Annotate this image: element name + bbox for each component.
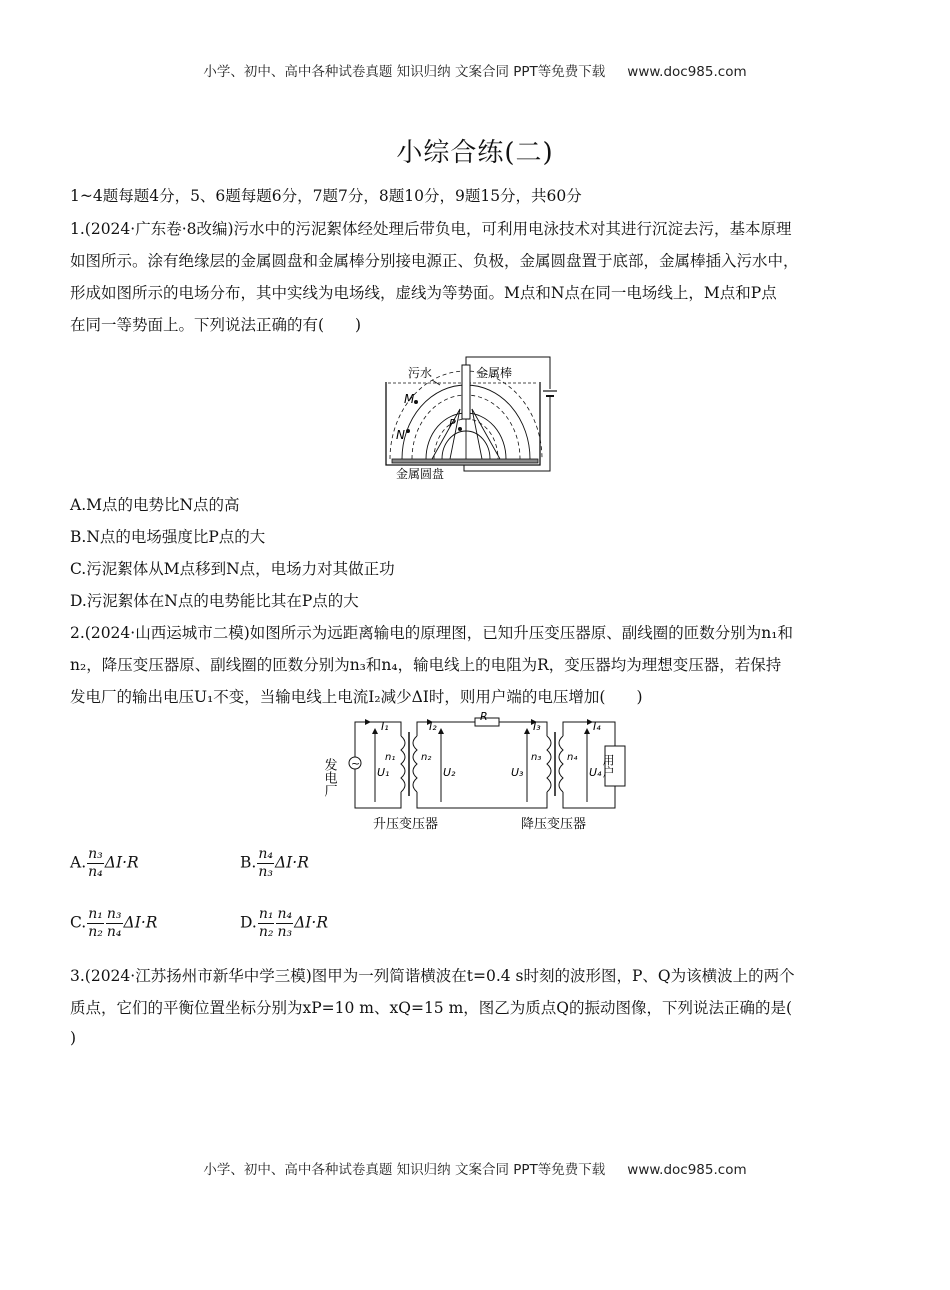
q1-option-b[interactable]: B.N点的电场强度比P点的大 (70, 528, 266, 546)
svg-text:n₃: n₃ (531, 752, 542, 763)
header-url[interactable]: www.doc985.com (627, 64, 747, 80)
q1-line-1: 1.(2024·广东卷·8改编)污水中的污泥絮体经处理后带负电，可利用电泳技术对其进行沉淀去污，基本原理 (70, 220, 792, 238)
q1-option-c[interactable]: C.污泥絮体从M点移到N点，电场力对其做正功 (70, 560, 395, 578)
q2-line-2: n₂，降压变压器原、副线圈的匝数分别为n₃和n₄，输电线上的电阻为R，变压器均为理想变压器，若保持 (70, 656, 782, 674)
user-label: 用户 (601, 754, 615, 778)
point-P (458, 427, 462, 431)
q3-line-2: 质点，它们的平衡位置坐标分别为xP=10 m、xQ=15 m，图乙为质点Q的振动图像，下列说法正确的是( (70, 999, 793, 1017)
step-down-label: 降压变压器 (521, 817, 587, 832)
generator-label: 发电厂 (321, 758, 337, 797)
label-R: R (480, 710, 488, 723)
svg-text:I₂: I₂ (429, 720, 437, 733)
label-disk: 金属圆盘 (396, 467, 445, 481)
svg-text:U₄: U₄ (589, 766, 602, 779)
metal-disk (392, 459, 538, 463)
q2-option-b[interactable]: B. $\frac{\text{n₄}}{\text{n₃}}$ ΔI·R (240, 846, 309, 880)
score-line: 1~4题每题4分，5、6题每题6分，7题7分，8题10分，9题15分，共60分 (70, 187, 582, 205)
q1-option-a[interactable]: A.M点的电势比N点的高 (70, 496, 240, 514)
page-footer (0, 1158, 950, 1178)
point-M (414, 400, 418, 404)
q2-option-d[interactable]: D. $\frac{\text{n₁}}{\text{n₂}}$ $\frac{\text{n₄}}{\text{n₃}}$ ΔI·R (240, 906, 329, 940)
q1-line-4: 在同一等势面上。下列说法正确的有( ) (70, 316, 362, 334)
q2-option-a[interactable]: A. $\frac{\text{n₃}}{\text{n₄}}$ ΔI·R (70, 846, 139, 880)
label-water: 污水 (408, 366, 433, 380)
point-N (406, 429, 410, 433)
page-title: 小综合练(二) (396, 138, 554, 168)
q3-line-1: 3.(2024·江苏扬州市新华中学三模)图甲为一列简谐横波在t=0.4 s时刻的波形图，P、Q为该横波上的两个 (70, 967, 795, 985)
q1-option-d[interactable]: D.污泥絮体在N点的电势能比其在P点的大 (70, 592, 359, 610)
svg-text:n₁: n₁ (385, 752, 396, 763)
label-rod: 金属棒 (476, 366, 513, 380)
svg-text:n₂: n₂ (421, 752, 432, 763)
svg-text:I₁: I₁ (381, 720, 389, 733)
svg-text:I₃: I₃ (533, 720, 541, 733)
step-up-label: 升压变压器 (373, 817, 439, 832)
svg-text:n₄: n₄ (567, 752, 578, 763)
header-text: 小学、初中、高中各种试卷真题 知识归纳 文案合同 PPT等免费下载 (203, 64, 606, 80)
svg-text:U₁: U₁ (377, 766, 390, 779)
label-N: N (396, 428, 405, 442)
circuit-wires (349, 718, 625, 808)
page-header (0, 60, 950, 80)
transmission-figure (321, 710, 630, 834)
svg-text:I₄: I₄ (593, 720, 601, 733)
q2-line-3: 发电厂的输出电压U₁不变，当输电线上电流I₂减少ΔI时，则用户端的电压增加( ) (70, 688, 643, 706)
q1-line-2: 如图所示。涂有绝缘层的金属圆盘和金属棒分别接电源正、负极，金属圆盘置于底部，金属棒插入污水中， (70, 252, 799, 270)
label-P: P (449, 417, 456, 430)
q2-option-c[interactable]: C. $\frac{\text{n₁}}{\text{n₂}}$ $\frac{\text{n₃}}{\text{n₄}}$ ΔI·R (70, 906, 158, 940)
svg-text:U₃: U₃ (511, 766, 524, 779)
electrophoresis-figure (380, 347, 580, 482)
footer-text: 小学、初中、高中各种试卷真题 知识归纳 文案合同 PPT等免费下载 (203, 1162, 606, 1178)
label-M: M (404, 392, 415, 406)
q2-line-1: 2.(2024·山西运城市二模)如图所示为远距离输电的原理图，已知升压变压器原、副线圈的匝数分别为n₁和 (70, 624, 793, 642)
q3-line-3: ) (70, 1029, 77, 1047)
metal-rod (462, 365, 470, 419)
footer-url[interactable]: www.doc985.com (627, 1162, 747, 1178)
ac-symbol: ~ (351, 757, 361, 770)
q1-line-3: 形成如图所示的电场分布，其中实线为电场线，虚线为等势面。M点和N点在同一电场线上，M点和P点 (70, 284, 777, 302)
svg-text:U₂: U₂ (443, 766, 456, 779)
